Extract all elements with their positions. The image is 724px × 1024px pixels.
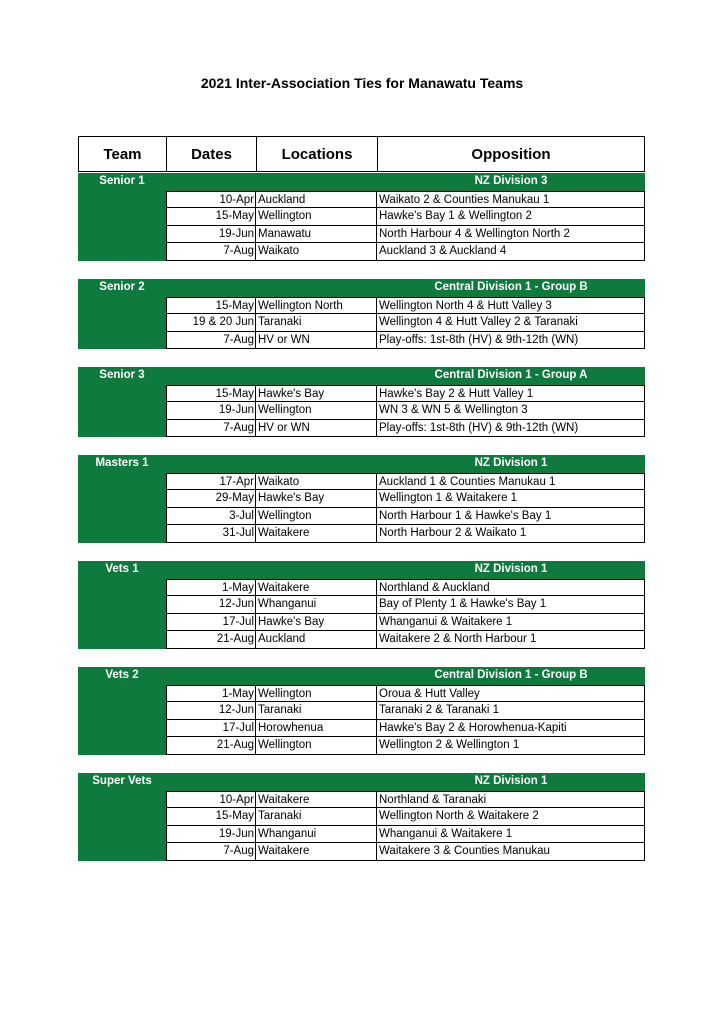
header-team: Team [79,137,167,171]
team-column-fill [78,791,166,861]
date-cell: 1-May [166,580,256,596]
date-cell: 7-Aug [166,420,256,437]
date-cell: 15-May [166,808,256,825]
date-cell: 17-Jul [166,720,256,737]
group-header-spacer [166,279,377,297]
group-header-spacer [166,773,377,791]
opposition-cell: Wellington North 4 & Hutt Valley 3 [377,298,645,314]
opposition-cell: Bay of Plenty 1 & Hawke's Bay 1 [377,596,645,613]
table-row [166,808,645,826]
opposition-cell: North Harbour 4 & Wellington North 2 [377,226,645,243]
location-cell: Horowhenua [256,720,377,737]
location-cell: Hawke's Bay [256,490,377,507]
table-row [166,473,645,491]
table-row [166,614,645,632]
opposition-cell: Oroua & Hutt Valley [377,686,645,702]
division-name: NZ Division 1 [474,775,548,787]
opposition-cell: Hawke's Bay 2 & Horowhenua-Kapiti [377,720,645,737]
date-cell: 7-Aug [166,243,256,260]
team-column-fill [78,297,166,350]
team-group [78,773,645,861]
opposition-cell: Auckland 3 & Auckland 4 [377,243,645,260]
location-cell: Auckland [256,631,377,648]
group-header-row [78,367,645,385]
location-cell: Taranaki [256,314,377,331]
table-row [166,191,645,209]
location-cell: Wellington [256,686,377,702]
table-row [166,685,645,703]
date-cell: 19-Jun [166,826,256,843]
table-row [166,720,645,738]
group-header-spacer [166,367,377,385]
date-cell: 1-May [166,686,256,702]
table-row [166,508,645,526]
header-opposition: Opposition [471,145,551,163]
opposition-cell: North Harbour 2 & Waikato 1 [377,525,645,542]
date-cell: 15-May [166,298,256,314]
date-cell: 29-May [166,490,256,507]
division-name: Central Division 1 - Group B [434,281,588,293]
opposition-cell: Northland & Taranaki [377,792,645,808]
date-cell: 31-Jul [166,525,256,542]
group-header-spacer [166,455,377,473]
page-title: 2021 Inter-Association Ties for Manawatu Teams [200,75,524,91]
location-cell: Whanganui [256,596,377,613]
group-header-spacer [166,173,377,191]
group-header-row [78,173,645,191]
team-column-fill [78,191,166,261]
date-cell: 21-Aug [166,631,256,648]
location-cell: Waikato [256,474,377,490]
location-cell: Waitakere [256,580,377,596]
table-row [166,385,645,403]
table-row [166,314,645,332]
team-group [78,173,645,261]
team-name: Senior 3 [99,369,145,381]
table-row [166,702,645,720]
table-row [166,525,645,543]
location-cell: Waitakere [256,525,377,542]
opposition-cell: Waikato 2 & Counties Manukau 1 [377,192,645,208]
date-cell: 19-Jun [166,402,256,419]
date-cell: 12-Jun [166,596,256,613]
table-row [166,826,645,844]
table-row [166,208,645,226]
team-column-fill [78,685,166,755]
date-cell: 17-Jul [166,614,256,631]
table-row [166,297,645,315]
table-row [166,737,645,755]
date-cell: 19-Jun [166,226,256,243]
team-name: Masters 1 [95,457,149,469]
header-locations: Locations [257,137,378,171]
location-cell: Waikato [256,243,377,260]
opposition-cell: Wellington North & Waitakere 2 [377,808,645,825]
team-name: Vets 1 [105,563,139,575]
team-group [78,561,645,649]
location-cell: Waitakere [256,792,377,808]
location-cell: Taranaki [256,702,377,719]
team-name: Vets 2 [105,669,139,681]
date-cell: 21-Aug [166,737,256,754]
location-cell: Waitakere [256,843,377,860]
date-cell: 15-May [166,386,256,402]
date-cell: 19 & 20 Jun [166,314,256,331]
location-cell: Wellington [256,508,377,525]
location-cell: Whanganui [256,826,377,843]
opposition-cell: North Harbour 1 & Hawke's Bay 1 [377,508,645,525]
division-name: NZ Division 1 [474,457,548,469]
division-name: Central Division 1 - Group A [434,369,588,381]
group-header-row [78,455,645,473]
group-header-row [78,667,645,685]
location-cell: Hawke's Bay [256,386,377,402]
opposition-cell: Auckland 1 & Counties Manukau 1 [377,474,645,490]
team-column-fill [78,473,166,543]
team-group [78,367,645,437]
table-row [166,332,645,350]
date-cell: 7-Aug [166,843,256,860]
team-group [78,667,645,755]
opposition-cell: Play-offs: 1st-8th (HV) & 9th-12th (WN) [377,332,645,349]
group-header-spacer [166,561,377,579]
opposition-cell: Hawke's Bay 1 & Wellington 2 [377,208,645,225]
location-cell: HV or WN [256,420,377,437]
date-cell: 17-Apr [166,474,256,490]
table-row [166,402,645,420]
location-cell: Wellington North [256,298,377,314]
location-cell: Taranaki [256,808,377,825]
team-name: Super Vets [92,775,152,787]
opposition-cell: Hawke's Bay 2 & Hutt Valley 1 [377,386,645,402]
date-cell: 15-May [166,208,256,225]
opposition-cell: Northland & Auckland [377,580,645,596]
opposition-cell: Taranaki 2 & Taranaki 1 [377,702,645,719]
opposition-cell: Whanganui & Waitakere 1 [377,826,645,843]
location-cell: Hawke's Bay [256,614,377,631]
table-row [166,843,645,861]
team-name: Senior 1 [99,175,145,187]
table-row [166,631,645,649]
team-name: Senior 2 [99,281,145,293]
location-cell: Auckland [256,192,377,208]
table-row [166,791,645,809]
team-column-fill [78,579,166,649]
group-header-row [78,773,645,791]
team-group [78,279,645,349]
opposition-cell: Waitakere 2 & North Harbour 1 [377,631,645,648]
opposition-cell: Wellington 1 & Waitakere 1 [377,490,645,507]
date-cell: 12-Jun [166,702,256,719]
opposition-cell: Wellington 2 & Wellington 1 [377,737,645,754]
date-cell: 3-Jul [166,508,256,525]
header-dates: Dates [167,137,257,171]
date-cell: 10-Apr [166,792,256,808]
location-cell: Wellington [256,208,377,225]
table-row [166,490,645,508]
table-header [78,136,645,172]
table-row [166,243,645,261]
team-column-fill [78,385,166,438]
opposition-cell: Waitakere 3 & Counties Manukau [377,843,645,860]
opposition-cell: WN 3 & WN 5 & Wellington 3 [377,402,645,419]
group-header-row [78,561,645,579]
division-name: Central Division 1 - Group B [434,669,588,681]
date-cell: 10-Apr [166,192,256,208]
table-row [166,420,645,438]
division-name: NZ Division 3 [474,175,548,187]
opposition-cell: Whanganui & Waitakere 1 [377,614,645,631]
group-header-spacer [166,667,377,685]
opposition-cell: Play-offs: 1st-8th (HV) & 9th-12th (WN) [377,420,645,437]
group-header-row [78,279,645,297]
date-cell: 7-Aug [166,332,256,349]
location-cell: Wellington [256,737,377,754]
location-cell: Wellington [256,402,377,419]
location-cell: HV or WN [256,332,377,349]
opposition-cell: Wellington 4 & Hutt Valley 2 & Taranaki [377,314,645,331]
location-cell: Manawatu [256,226,377,243]
table-row [166,226,645,244]
table-row [166,596,645,614]
team-group [78,455,645,543]
division-name: NZ Division 1 [474,563,548,575]
table-row [166,579,645,597]
